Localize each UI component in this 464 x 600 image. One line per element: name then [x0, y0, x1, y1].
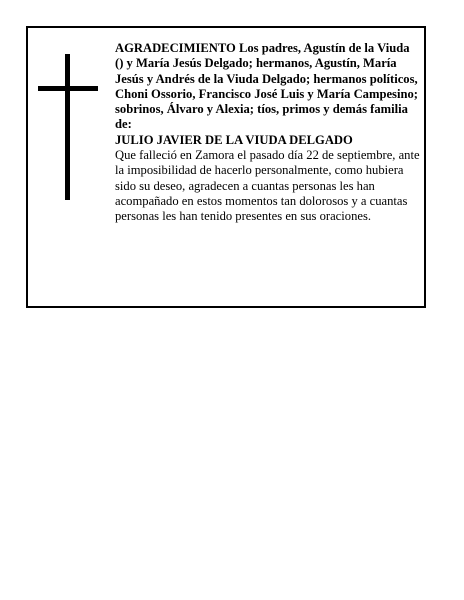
cross-icon [38, 54, 98, 200]
deceased-name: JULIO JAVIER DE LA VIUDA DELGADO [115, 132, 353, 147]
cross-horizontal-bar [38, 86, 98, 91]
notice-text [115, 41, 421, 225]
obituary-notice [26, 26, 426, 308]
notice-body: Que falleció en Zamora el pasado día 22 de septiembre, ante la imposibilidad de hacerlo personalmente, como hubiera sido su deseo, agradecen a cuantas personas les han acompañado en estos momentos tan dolorosos y a cuantas personas les han tenido presentes en sus oraciones. [115, 148, 420, 224]
notice-intro: AGRADECIMIENTO Los padres, Agustín de la Viuda () y María Jesús Delgado; hermanos, Agustín, María Jesús y Andrés de la Viuda Delgado; hermanos políticos, Choni Ossorio, Francisco José Luis y María Campesino; sobrinos, Álvaro y Alexia; tíos, primos y demás familia de: [115, 41, 418, 132]
cross-vertical-bar [65, 54, 70, 200]
